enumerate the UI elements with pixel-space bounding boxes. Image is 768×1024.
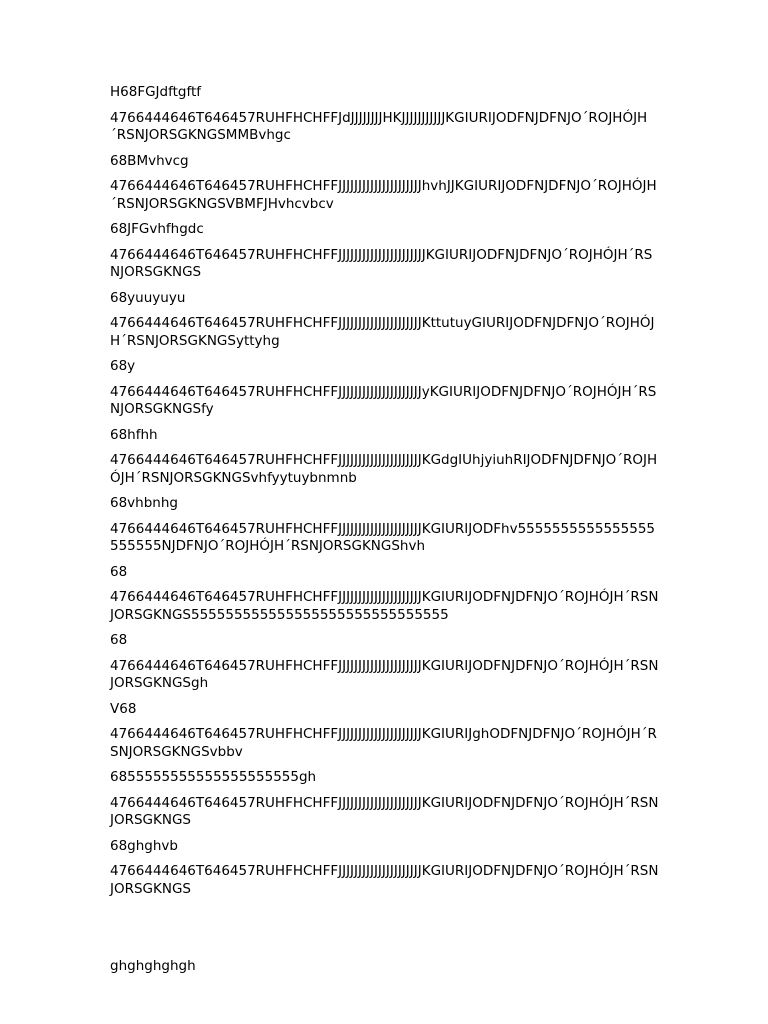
entry-label: 68BMvhvcg bbox=[110, 152, 189, 169]
entry-code: 4766444646T646457RUHFHCHFFJJJJJJJJJJJJJJJJJJJJJKttutuyGIURIJODFNJDFNJO´ROJHÓJH´RSNJORSGKNGSyttyhg bbox=[110, 315, 655, 349]
footer-text: ghghghghgh bbox=[110, 958, 196, 974]
entry-label: 68yuuyuyu bbox=[110, 289, 186, 306]
entry-code: 4766444646T646457RUHFHCHFFJJJJJJJJJJJJJJJJJJJJJKGIURIJghODFNJDFNJO´ROJHÓJH´RSNJORSGKNGSvbbv bbox=[110, 726, 657, 760]
entry-code: 4766444646T646457RUHFHCHFFJJJJJJJJJJJJJJJJJJJJJKGdgIUhjyiuhRIJODFNJDFNJO´ROJHÓJH´RSNJORSGKNGSvhfyytuybnmnb bbox=[110, 452, 658, 486]
entry-label: V68 bbox=[110, 700, 137, 717]
spacer bbox=[110, 906, 660, 958]
entry-code: 4766444646T646457RUHFHCHFFJJJJJJJJJJJJJJJJJJJJJKGIURIJODFNJDFNJO´ROJHÓJH´RSNJORSGKNGS555555555555555555555555555555 bbox=[110, 589, 659, 623]
document-page bbox=[110, 84, 660, 984]
entry-code: 4766444646T646457RUHFHCHFFJJJJJJJJJJJJJJJJJJJJJKGIURIJODFNJDFNJO´ROJHÓJH´RSNJORSGKNGSgh bbox=[110, 657, 659, 691]
entry-code: 4766444646T646457RUHFHCHFFJJJJJJJJJJJJJJJJJJJJJJKGIURIJODFNJDFNJO´ROJHÓJH´RSNJORSGKNGS bbox=[110, 246, 653, 280]
entry-label: 68y bbox=[110, 358, 136, 374]
entry-label: 68JFGvhfhgdc bbox=[110, 221, 204, 237]
entry-code: 4766444646T646457RUHFHCHFFJJJJJJJJJJJJJJJJJJJJJhvhJJKGIURIJODFNJDFNJO´ROJHÓJH´RSNJORSGKNGSVBMFJHvhcvbcv bbox=[110, 178, 657, 212]
entry-label: H68FGJdftgftf bbox=[110, 84, 202, 100]
entry-code: 4766444646T646457RUHFHCHFFJJJJJJJJJJJJJJJJJJJJJKGIURIJODFhv5555555555555555555555NJDFNJO´ROJHÓJH´RSNJORSGKNGShvh bbox=[110, 520, 655, 554]
entry-code: 4766444646T646457RUHFHCHFFJJJJJJJJJJJJJJJJJJJJJyKGIURIJODFNJDFNJO´ROJHÓJH´RSNJORSGKNGSfy bbox=[110, 383, 657, 417]
entry-label: 68vhbnhg bbox=[110, 495, 178, 511]
entry-code: 4766444646T646457RUHFHCHFFJJJJJJJJJJJJJJJJJJJJJKGIURIJODFNJDFNJO´ROJHÓJH´RSNJORSGKNGS bbox=[110, 794, 659, 828]
entry-label: 68hfhh bbox=[110, 426, 158, 443]
entry-code: 4766444646T646457RUHFHCHFFJdJJJJJJJJHKJJJJJJJJJJJKGIURIJODFNJDFNJO´ROJHÓJH´RSNJORSGKNGSMMBvhgc bbox=[110, 109, 648, 143]
entry-label: 6855555555555555555555gh bbox=[110, 769, 317, 785]
entry-label: 68 bbox=[110, 632, 128, 648]
entry-code: 4766444646T646457RUHFHCHFFJJJJJJJJJJJJJJJJJJJJJKGIURIJODFNJDFNJO´ROJHÓJH´RSNJORSGKNGS bbox=[110, 863, 659, 897]
entry-label: 68 bbox=[110, 563, 128, 580]
entry-label: 68ghghvb bbox=[110, 837, 178, 854]
